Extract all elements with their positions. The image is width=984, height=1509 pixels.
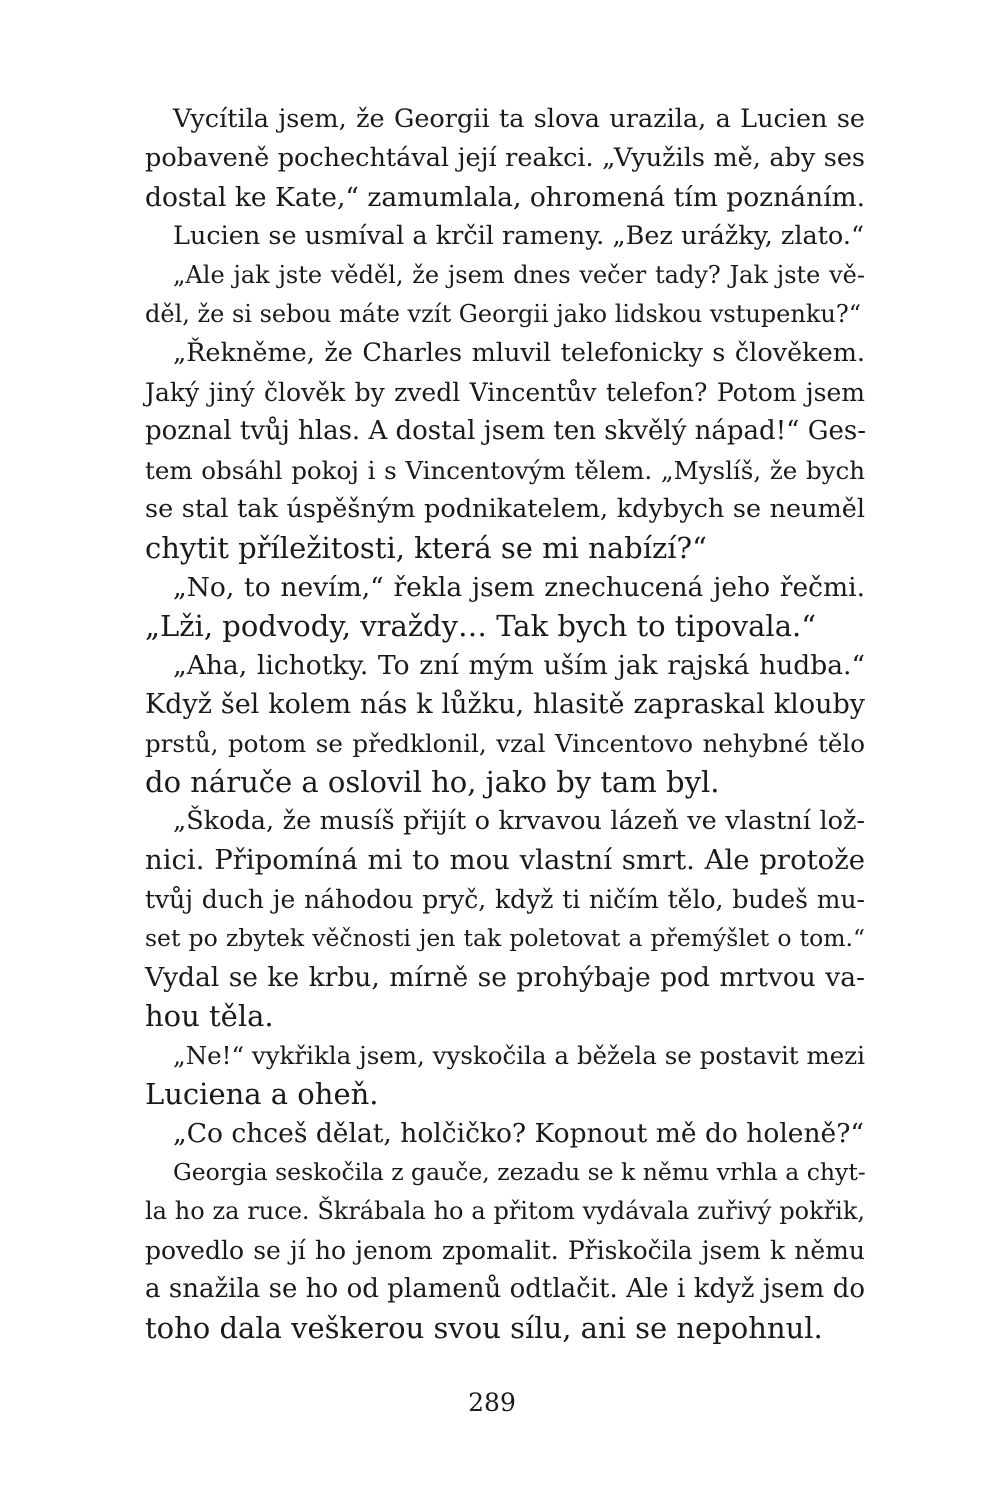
text-line: prstů, potom se předklonil, vzal Vincentovo nehybné tělo — [145, 729, 865, 758]
text-line: „Škoda, že musíš přijít o krvavou lázeň ve vlastní lož- — [173, 806, 865, 836]
text-line: „Ale jak jste věděl, že jsem dnes večer tady? Jak jste vě- — [173, 261, 865, 289]
text-line: „Lži, podvody, vraždy… Tak bych to tipovala.“ — [145, 609, 817, 643]
page-body-text — [145, 100, 865, 1348]
text-line: Georgia seskočila z gauče, zezadu se k němu vrhla a chyt- — [173, 1158, 866, 1186]
text-line: se stal tak úspěšným podnikatelem, kdybych se neuměl — [145, 494, 865, 524]
text-line: Luciena a oheň. — [145, 1077, 379, 1111]
text-line: „Aha, lichotky. To zní mým uším jak rajská hudba.“ — [173, 650, 865, 681]
text-line: hou těla. — [145, 999, 274, 1033]
text-line: „Ne!“ vykřikla jsem, vyskočila a běžela se postavit mezi — [173, 1041, 865, 1070]
text-line: la ho za ruce. Škrábala ho a přitom vydávala zuřivý pokřik, — [145, 1197, 865, 1225]
text-line: Lucien se usmíval a krčil rameny. „Bez urážky, zlato.“ — [173, 221, 864, 251]
text-line: „No, to nevím,“ řekla jsem znechucená jeho řečmi. — [173, 572, 865, 603]
text-line: děl, že si sebou máte vzít Georgii jako lidskou vstupenku?“ — [145, 300, 861, 328]
text-line: poznal tvůj hlas. A dostal jsem ten skvělý nápad!“ Ges- — [145, 416, 866, 446]
text-line: „Co chceš dělat, holčičko? Kopnout mě do holeně?“ — [173, 1118, 864, 1149]
text-line: dostal ke Kate,“ zamumlala, ohromená tím poznáním. — [145, 182, 866, 213]
text-line: „Řekněme, že Charles mluvil telefonicky s člověkem. — [173, 338, 865, 368]
page-number: 289 — [468, 1388, 516, 1417]
text-line: Vycítila jsem, že Georgii ta slova urazila, a Lucien se — [173, 104, 865, 134]
text-line: tvůj duch je náhodou pryč, když ti ničím tělo, budeš mu- — [145, 885, 865, 914]
text-line: a snažila se ho od plamenů odtlačit. Ale i když jsem do — [145, 1274, 865, 1304]
text-line: tem obsáhl pokoj i s Vincentovým tělem. „Myslíš, že bych — [145, 456, 865, 485]
text-line: do náruče a oslovil ho, jako by tam byl. — [145, 765, 720, 799]
text-line: povedlo se jí ho jenom zpomalit. Přiskočila jsem k němu — [145, 1236, 865, 1265]
text-line: chytit příležitosti, která se mi nabízí?“ — [145, 531, 707, 565]
text-line: nici. Připomíná mi to mou vlastní smrt. Ale protože — [145, 844, 865, 876]
text-line: toho dala veškerou svou sílu, ani se nepohnul. — [145, 1311, 823, 1345]
text-line: set po zbytek věčnosti jen tak poletovat a přemýšlet o tom.“ — [145, 924, 865, 952]
text-line: pobaveně pochechtával její reakci. „Využils mě, aby ses — [145, 143, 865, 173]
text-line: Vydal se ke krbu, mírně se prohýbaje pod mrtvou va- — [145, 962, 865, 993]
text-line: Jaký jiný člověk by zvedl Vincentův telefon? Potom jsem — [145, 378, 865, 407]
text-line: Když šel kolem nás k lůžku, hlasitě zapraskal klouby — [145, 689, 865, 720]
